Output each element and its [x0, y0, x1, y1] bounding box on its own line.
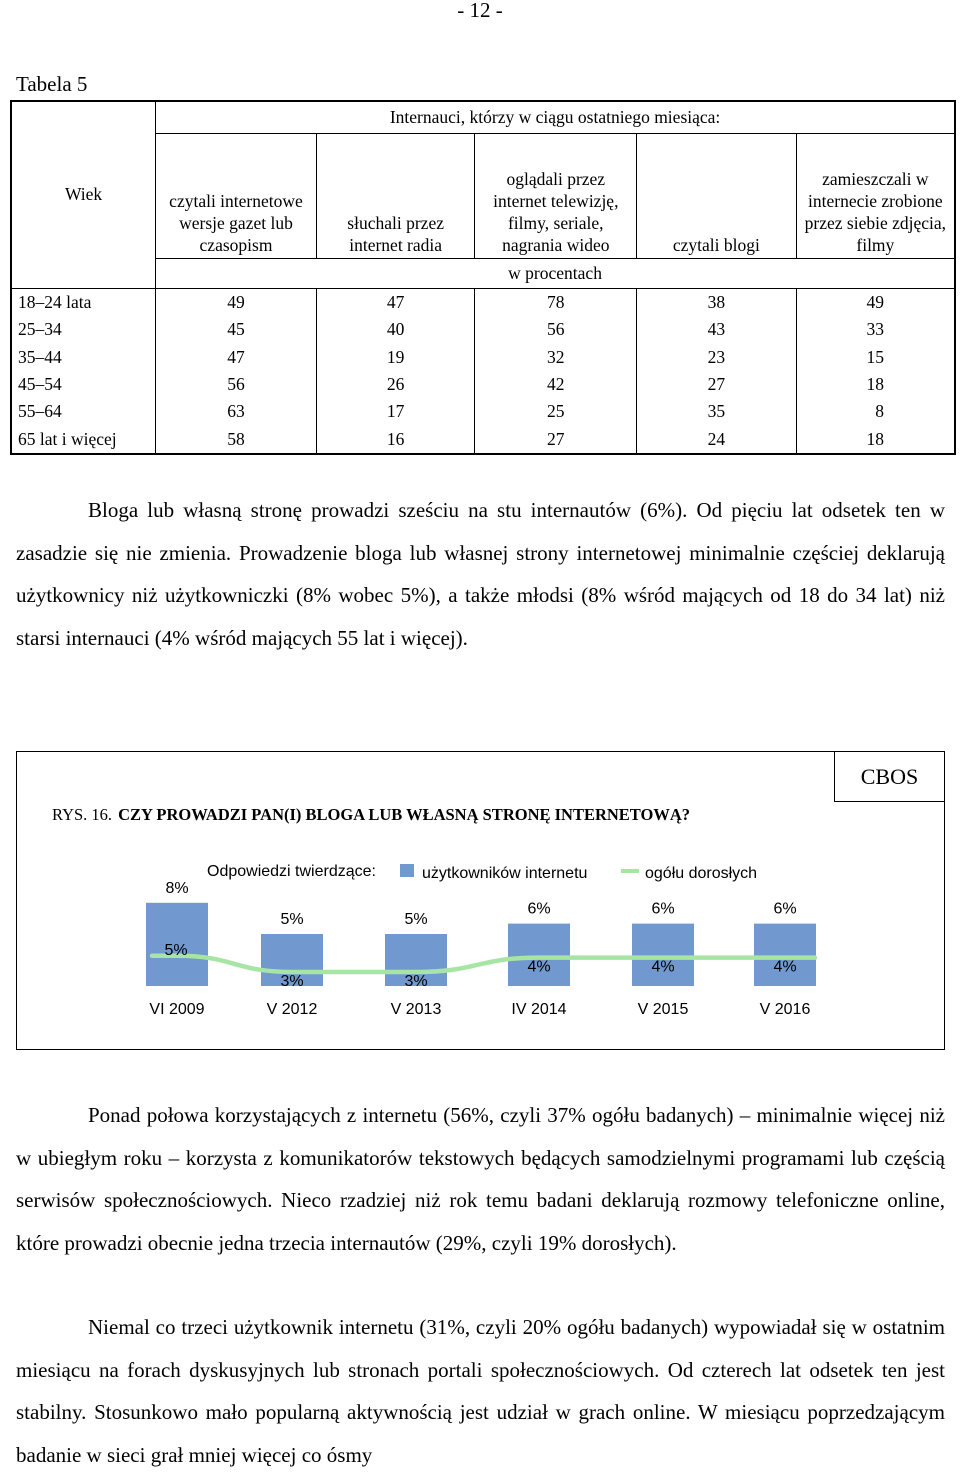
table-row [11, 289, 955, 317]
value-cell: 19 [316, 344, 475, 371]
value-cell: 25 [475, 398, 637, 425]
value-cell: 56 [475, 316, 637, 343]
table-title: Tabela 5 [16, 72, 88, 96]
bar-value-label: 6% [651, 900, 675, 918]
column-header: słuchali przez internet radia [316, 134, 475, 259]
value-cell: 26 [316, 371, 475, 398]
bar-value-label: 6% [773, 900, 797, 918]
line-value-label: 3% [280, 973, 304, 990]
value-cell: 78 [475, 289, 637, 317]
value-cell: 42 [475, 371, 637, 398]
category-label: VI 2009 [149, 1001, 205, 1018]
bar-line-chart [17, 752, 944, 1049]
paragraph-blogs: Bloga lub własną stronę prowadzi sześciu na stu internautów (6%). Od pięciu lat odsetek ten w zasadzie się nie zmienia. Prowadzenie bloga lub własnej strony internetowej minimalnie częściej deklarują użytkownicy niż użytkowniczki (8% wobec 5%), a także młodsi (8% wśród mających od 18 do 34 lat) niż starsi internauci (4% wśród mających 55 lat i więcej). [16, 498, 945, 650]
line-value-label: 4% [773, 958, 797, 976]
category-label: V 2012 [266, 1001, 318, 1018]
value-cell: 45 [156, 316, 317, 343]
age-cell: 65 lat i więcej [11, 425, 156, 453]
paragraph-forums: Niemal co trzeci użytkownik internetu (31%, czyli 20% ogółu badanych) wypowiadał się w ostatnim miesiącu na forach dyskusyjnych lub stronach portali społecznościowych. Od czterech lat odsetek ten jest stabilny. Stosunkowo mało popularną aktywnością jest udział w grach online. W miesiącu poprzedzającym badanie w sieci grał mniej więcej co ósmy [16, 1315, 945, 1467]
value-cell: 47 [156, 344, 317, 371]
line-value-label: 3% [404, 973, 428, 990]
legend-label-bar: użytkowników internetu [422, 865, 588, 882]
value-cell: 8 [796, 398, 955, 425]
figure-label: RYS. 16. [52, 805, 113, 824]
age-cell: 45–54 [11, 371, 156, 398]
value-cell: 27 [637, 371, 797, 398]
value-cell: 35 [637, 398, 797, 425]
value-cell: 15 [796, 344, 955, 371]
bar-value-label: 6% [527, 900, 551, 918]
table-row [11, 398, 955, 425]
category-label: IV 2014 [511, 1001, 567, 1018]
source-label: CBOS [834, 752, 944, 802]
value-cell: 24 [637, 425, 797, 453]
bar [508, 924, 570, 986]
bar-value-label: 5% [280, 911, 304, 928]
value-cell: 18 [796, 425, 955, 453]
age-cell: 25–34 [11, 316, 156, 343]
age-cell: 55–64 [11, 398, 156, 425]
column-header: zamieszczali w internecie zrobione przez siebie zdjęcia, filmy [796, 134, 955, 259]
unit-header: w procentach [156, 259, 955, 289]
value-cell: 27 [475, 425, 637, 453]
value-cell: 23 [637, 344, 797, 371]
legend-label-line: ogółu dorosłych [645, 865, 758, 882]
table-row [11, 316, 955, 343]
paragraph-messengers: Ponad połowa korzystających z internetu (56%, czyli 37% ogółu badanych) – minimalnie więcej niż w ubiegłym roku – korzysta z komunikatorów tekstowych będących samodzielnymi programami lub częścią serwisów społecznościowych. Nieco rzadziej niż rok temu badani deklarują rozmowy telefoniczne online, które prowadzi obecnie jedna trzecia internautów (29%, czyli 19% dorosłych). [16, 1103, 945, 1255]
column-header: czytali internetowe wersje gazet lub czasopism [156, 134, 317, 259]
table-row [11, 425, 955, 453]
value-cell: 17 [316, 398, 475, 425]
value-cell: 18 [796, 371, 955, 398]
value-cell: 32 [475, 344, 637, 371]
table-row [11, 371, 955, 398]
figure-box [16, 751, 945, 1050]
line-value-label: 4% [527, 958, 551, 976]
value-cell: 33 [796, 316, 955, 343]
data-table [10, 100, 956, 455]
legend-swatch-bar [400, 864, 414, 877]
value-cell: 49 [156, 289, 317, 317]
line-value-label: 4% [651, 958, 675, 976]
column-header: czytali blogi [637, 134, 797, 259]
line-value-label: 5% [164, 941, 188, 959]
age-cell: 18–24 lata [11, 289, 156, 317]
category-label: V 2016 [759, 1001, 811, 1018]
value-cell: 63 [156, 398, 317, 425]
value-cell: 43 [637, 316, 797, 343]
value-cell: 16 [316, 425, 475, 453]
series-line [152, 956, 815, 972]
value-cell: 58 [156, 425, 317, 453]
figure-title: CZY PROWADZI PAN(I) BLOGA LUB WŁASNĄ STRONĘ INTERNETOWĄ? [118, 805, 691, 824]
bar-value-label: 8% [165, 879, 189, 897]
table-row [11, 344, 955, 371]
value-cell: 56 [156, 371, 317, 398]
category-label: V 2013 [390, 1001, 442, 1018]
page-number: - 12 - [457, 0, 503, 22]
bar [754, 924, 816, 986]
value-cell: 49 [796, 289, 955, 317]
bar [632, 924, 694, 986]
column-header: oglądali przez internet telewizję, filmy, seriale, nagrania wideo [475, 134, 637, 259]
value-cell: 40 [316, 316, 475, 343]
age-cell: 35–44 [11, 344, 156, 371]
category-label: V 2015 [637, 1001, 689, 1018]
age-header: Wiek [11, 101, 156, 289]
group-header: Internauci, którzy w ciągu ostatniego miesiąca: [156, 101, 955, 134]
bar-value-label: 5% [404, 911, 428, 928]
value-cell: 38 [637, 289, 797, 317]
value-cell: 47 [316, 289, 475, 317]
legend-prefix: Odpowiedzi twierdzące: [207, 863, 376, 880]
